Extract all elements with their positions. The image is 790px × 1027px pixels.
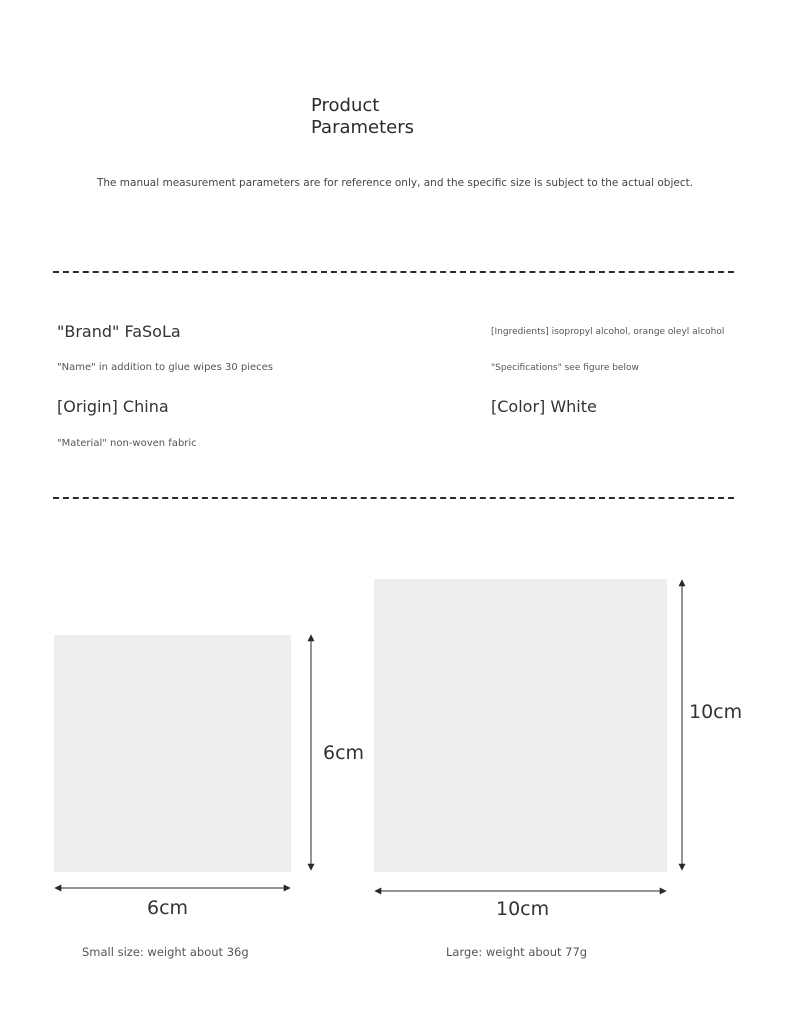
measurement-note: The manual measurement parameters are for reference only, and the specific size is subject to the actual object. — [96, 177, 694, 189]
param-name: "Name" in addition to glue wipes 30 pieces — [57, 362, 274, 373]
param-specifications: "Specifications" see figure below — [491, 363, 639, 373]
large-size-caption: Large: weight about 77g — [446, 945, 588, 959]
param-color: [Color] White — [491, 397, 597, 416]
param-ingredients: [Ingredients] isopropyl alcohol, orange oleyl alcohol — [491, 327, 725, 337]
title-line-2: Parameters — [311, 117, 415, 138]
param-material: "Material" non-woven fabric — [57, 438, 197, 449]
small-width-label: 6cm — [147, 897, 189, 919]
large-width-label: 10cm — [496, 898, 550, 920]
param-brand: "Brand" FaSoLa — [57, 322, 181, 341]
param-origin: [Origin] China — [57, 397, 169, 416]
large-height-label: 10cm — [689, 701, 743, 723]
small-height-label: 6cm — [323, 742, 365, 764]
small-size-caption: Small size: weight about 36g — [82, 945, 249, 959]
title-line-1: Product — [311, 95, 380, 116]
